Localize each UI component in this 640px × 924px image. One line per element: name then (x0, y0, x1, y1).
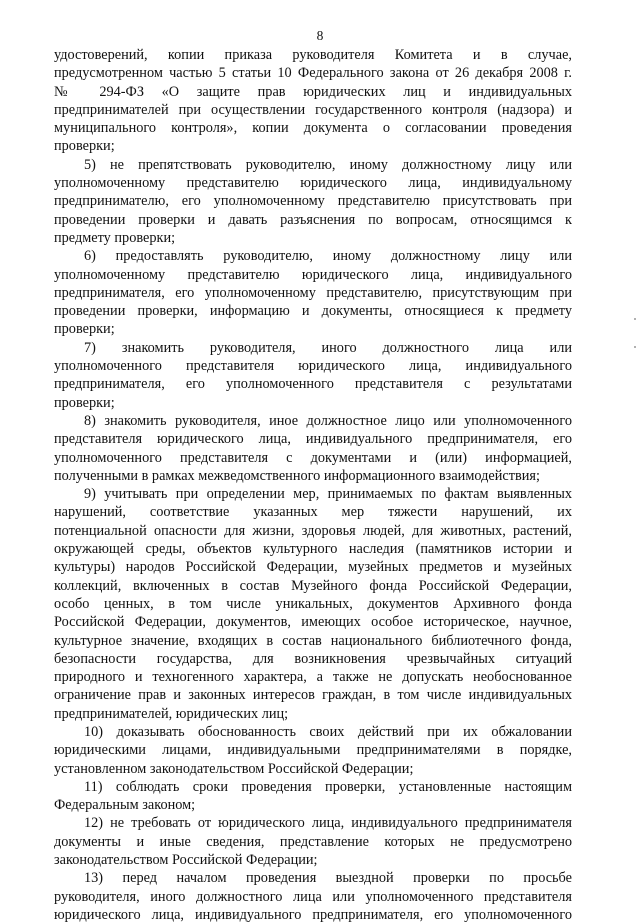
text-line: ограничение прав и законных интересов граждан, в том числе индивидуальных (54, 687, 572, 704)
scan-speck (634, 318, 636, 320)
text-line: уполномоченного представителя с документами и (или) информацией, (54, 449, 572, 466)
scan-speck (634, 346, 636, 348)
text-line: проверки; (54, 138, 115, 155)
text-line: 10) доказывать обоснованность своих действий при их обжаловании (84, 723, 572, 740)
text-line: окружающей среды, объектов культурного наследия (памятников истории и (54, 541, 572, 558)
text-line: проведении проверки, информацию и документы, относящиеся к предмету (54, 303, 572, 320)
text-line: руководителя, иного должностного лица или уполномоченного представителя (54, 888, 572, 905)
text-line: предпринимателей, юридических лиц; (54, 705, 289, 722)
text-line: полученными в рамках межведомственного информационного взаимодействия; (54, 467, 540, 484)
text-line: проверки; (54, 394, 115, 411)
text-line: юридического лица, индивидуального предпринимателя, его уполномоченного (54, 906, 572, 923)
text-line: культурное значение, входящих в состав национального библиотечного фонда, (54, 632, 572, 649)
text-line: уполномоченному представителю юридического лица, индивидуального (54, 266, 572, 283)
text-line: 13) перед началом проведения выездной проверки по просьбе (84, 870, 572, 887)
text-line: Российской Федерации, документов, имеющих особое историческое, научное, (54, 614, 572, 631)
text-line: 6) предоставлять руководителю, иному должностному лицу или (84, 248, 572, 265)
text-line: предпринимателей при осуществлении государственного контроля (надзора) и (54, 101, 572, 118)
text-line: законодательством Российской Федерации; (54, 852, 318, 869)
text-line: представителя юридического лица, индивидуального предпринимателя, его (54, 431, 572, 448)
text-line: нарушений, соответствие указанных мер тяжести нарушений, их (54, 504, 572, 521)
text-line: предпринимателя, его уполномоченному представителю, присутствующим при (54, 284, 572, 301)
text-line: 8) знакомить руководителя, иное должностное лицо или уполномоченного (84, 412, 572, 429)
text-line: уполномоченного представителя юридического лица, индивидуального (54, 358, 572, 375)
document-body (54, 46, 572, 924)
text-line: особо ценных, в том числе уникальных, документов Архивного фонда (54, 595, 572, 612)
text-line: проведении проверки и давать разъяснения по вопросам, относящимся к (54, 211, 572, 228)
text-line: 11) соблюдать сроки проведения проверки, установленные настоящим (84, 778, 572, 795)
text-line: уполномоченному представителю юридического лица, индивидуальному (54, 175, 572, 192)
text-line: удостоверений, копии приказа руководителя Комитета и в случае, (54, 47, 572, 63)
text-line: Федеральным законом; (54, 797, 196, 814)
text-line: предмету проверки; (54, 229, 176, 246)
text-line: 5) не препятствовать руководителю, иному должностному лицу или (84, 156, 572, 173)
text-line: предусмотренном частью 5 статьи 10 Федерального закона от 26 декабря 2008 г. (54, 65, 572, 82)
text-line: установленном законодательством Российской Федерации; (54, 760, 414, 777)
text-line: коллекций, включенных в состав Музейного фонда Российской Федерации, (54, 577, 572, 594)
text-line: предпринимателю, его уполномоченному представителю присутствовать при (54, 193, 572, 210)
text-line: предпринимателя, его уполномоченного представителя с результатами (54, 376, 572, 393)
text-line: 9) учитывать при определении мер, принимаемых по фактам выявленных (84, 486, 572, 503)
text-line: № 294-ФЗ «О защите прав юридических лиц и индивидуальных (54, 83, 572, 100)
text-line: юридическими лицами, индивидуальными предпринимателями в порядке, (54, 742, 572, 759)
text-line: муниципального контроля», копии документа о согласовании проведения (54, 120, 572, 137)
text-line: культуры) народов Российской Федерации, музейных предметов и музейных (54, 559, 572, 576)
page-number: 8 (316, 28, 324, 43)
text-line: 12) не требовать от юридического лица, индивидуального предпринимателя (84, 815, 572, 832)
text-line: природного и техногенного характера, а также не допускать необоснованное (54, 669, 572, 686)
text-line: потенциальной опасности для жизни, здоровья людей, для животных, растений, (54, 522, 572, 539)
text-line: документы и иные сведения, представление которых не предусмотрено (54, 833, 572, 850)
text-line: проверки; (54, 321, 115, 338)
text-line: 7) знакомить руководителя, иного должностного лица или (84, 339, 572, 356)
text-line: безопасности государства, для возникновения чрезвычайных ситуаций (54, 650, 572, 667)
